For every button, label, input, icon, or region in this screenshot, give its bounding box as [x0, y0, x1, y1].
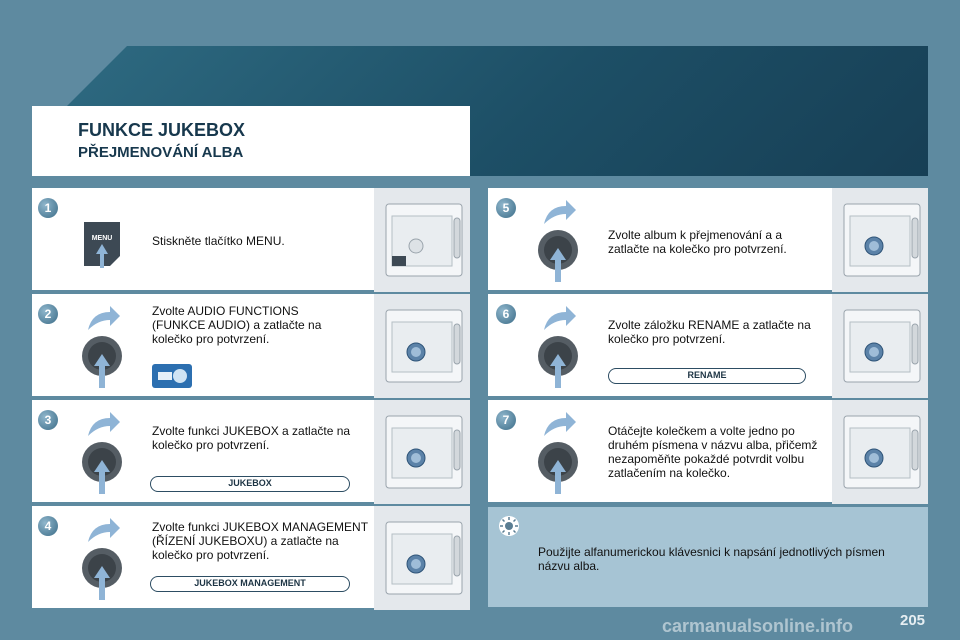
step-text: Zvolte záložku RENAME a zatlačte na kolečko pro potvrzení.: [608, 318, 811, 346]
menu-option-pill: RENAME: [608, 368, 806, 384]
step-panel-3: [32, 400, 470, 502]
title-box: [32, 106, 470, 176]
step-text: Stiskněte tlačítko MENU.: [152, 234, 285, 248]
step-number-badge: 1: [38, 198, 58, 218]
page-subtitle: PŘEJMENOVÁNÍ ALBA: [78, 144, 244, 161]
radio-panel-image: [832, 188, 928, 292]
step-number-badge: 6: [496, 304, 516, 324]
knob-push-icon: [78, 546, 126, 607]
step-panel-5: [488, 188, 928, 290]
step-number-badge: 4: [38, 516, 58, 536]
watermark: carmanualsonline.info: [662, 616, 854, 636]
step-number-badge: 7: [496, 410, 516, 430]
knob-push-icon: [78, 334, 126, 395]
knob-push-icon: [78, 440, 126, 501]
radio-panel-image: [832, 400, 928, 504]
step-number-badge: 3: [38, 410, 58, 430]
radio-panel-image: [374, 506, 470, 610]
page-title: FUNKCE JUKEBOX: [78, 120, 246, 140]
sun-icon: [498, 515, 520, 542]
step-number-badge: 2: [38, 304, 58, 324]
page-number: 205: [900, 612, 926, 629]
step-text: Zvolte funkci JUKEBOX MANAGEMENT (ŘÍZENÍ JUKEBOXU) a zatlačte na kolečko pro potvrzení.: [152, 520, 368, 562]
menu-button-label: MENU: [91, 235, 113, 242]
step-text: Zvolte album k přejmenování a a zatlačte na kolečko pro potvrzení.: [608, 228, 787, 256]
radio-panel-image: [832, 294, 928, 398]
knob-push-icon: [534, 440, 582, 501]
radio-panel-image: [374, 294, 470, 398]
knob-push-icon: [534, 228, 582, 289]
step-panel-7: [488, 400, 928, 502]
menu-option-pill: JUKEBOX: [150, 476, 350, 492]
step-text: Zvolte AUDIO FUNCTIONS (FUNKCE AUDIO) a zatlačte na kolečko pro potvrzení.: [152, 304, 322, 346]
menu-button-icon: [80, 220, 126, 275]
step-text: Otáčejte kolečkem a volte jedno po druhém písmena v názvu alba, přičemž nezapoměňte pokaždé potvrdit volbu zatlačením na kolečko.: [608, 424, 818, 480]
step-text: Zvolte funkci JUKEBOX a zatlačte na kolečko pro potvrzení.: [152, 424, 351, 452]
step-panel-6: [488, 294, 928, 396]
radio-panel-image: [374, 188, 470, 292]
step-panel-1: [32, 188, 470, 290]
audio-functions-icon: [152, 364, 192, 393]
menu-option-pill: JUKEBOX MANAGEMENT: [150, 576, 350, 592]
tip-text: Použijte alfanumerickou klávesnici k napsání jednotlivých písmen názvu alba.: [538, 545, 885, 573]
step-number-badge: 5: [496, 198, 516, 218]
step-panel-2: [32, 294, 470, 396]
knob-push-icon: [534, 334, 582, 395]
radio-panel-image: [374, 400, 470, 504]
step-panel-4: [32, 506, 470, 608]
tip-panel: [488, 507, 928, 607]
